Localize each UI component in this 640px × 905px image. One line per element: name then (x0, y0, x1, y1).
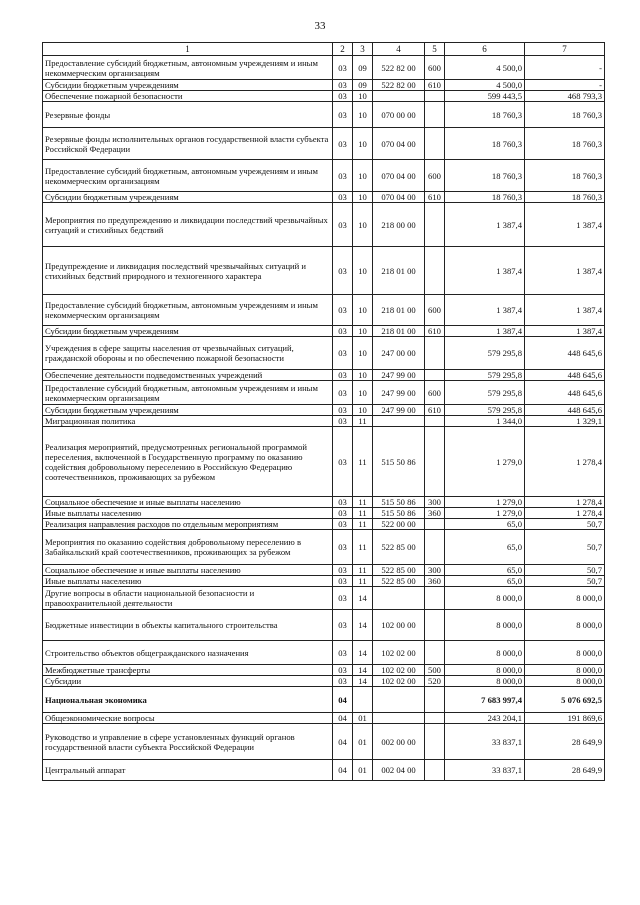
table-row (43, 576, 605, 587)
cell-v6: 8 000,0 (445, 587, 525, 610)
cell-v7: 8 000,0 (525, 641, 605, 665)
cell-typ (425, 427, 445, 497)
cell-v6: 1 387,4 (445, 326, 525, 337)
cell-tgt: 218 00 00 (373, 203, 425, 247)
cell-sec: 03 (333, 530, 353, 565)
cell-tgt: 218 01 00 (373, 295, 425, 326)
cell-tgt: 070 04 00 (373, 192, 425, 203)
cell-name: Обеспечение пожарной безопасности (43, 91, 333, 102)
cell-v6: 579 295,8 (445, 405, 525, 416)
cell-sub: 10 (353, 128, 373, 160)
cell-name: Иные выплаты населению (43, 576, 333, 587)
cell-name: Реализация направления расходов по отдельным мероприятиям (43, 519, 333, 530)
cell-name: Социальное обеспечение и иные выплаты населению (43, 565, 333, 576)
cell-tgt: 218 01 00 (373, 247, 425, 295)
cell-sub: 11 (353, 530, 373, 565)
cell-v7: - (525, 56, 605, 80)
cell-sec: 03 (333, 370, 353, 381)
cell-v7: - (525, 80, 605, 91)
column-header: 6 (445, 43, 525, 56)
cell-v6: 4 500,0 (445, 56, 525, 80)
cell-tgt (373, 416, 425, 427)
cell-name: Бюджетные инвестиции в объекты капитального строительства (43, 610, 333, 641)
table-row (43, 247, 605, 295)
cell-typ (425, 530, 445, 565)
cell-v6: 18 760,3 (445, 192, 525, 203)
cell-sub: 14 (353, 610, 373, 641)
cell-v7: 1 387,4 (525, 247, 605, 295)
cell-sec: 03 (333, 203, 353, 247)
cell-v6: 33 837,1 (445, 760, 525, 781)
cell-sec: 03 (333, 587, 353, 610)
cell-sub: 14 (353, 641, 373, 665)
cell-v6: 33 837,1 (445, 724, 525, 760)
cell-tgt: 522 85 00 (373, 576, 425, 587)
cell-v6: 1 279,0 (445, 508, 525, 519)
cell-typ: 300 (425, 565, 445, 576)
cell-sec: 03 (333, 665, 353, 676)
cell-v7: 1 387,4 (525, 203, 605, 247)
cell-typ: 610 (425, 405, 445, 416)
cell-name: Обеспечение деятельности подведомственных учреждений (43, 370, 333, 381)
cell-v6: 18 760,3 (445, 102, 525, 128)
cell-typ (425, 610, 445, 641)
cell-tgt: 102 02 00 (373, 676, 425, 687)
cell-typ: 300 (425, 497, 445, 508)
cell-tgt: 247 99 00 (373, 405, 425, 416)
cell-typ (425, 102, 445, 128)
cell-typ (425, 128, 445, 160)
table-row (43, 687, 605, 713)
cell-sec: 03 (333, 326, 353, 337)
cell-v7: 18 760,3 (525, 192, 605, 203)
cell-tgt (373, 687, 425, 713)
table-row (43, 416, 605, 427)
cell-v7: 191 869,6 (525, 713, 605, 724)
cell-name: Предоставление субсидий бюджетным, автономным учреждениям и иным некоммерческим организациям (43, 56, 333, 80)
cell-v6: 4 500,0 (445, 80, 525, 91)
cell-typ: 520 (425, 676, 445, 687)
table-row (43, 676, 605, 687)
cell-sub: 11 (353, 416, 373, 427)
cell-name: Субсидии бюджетным учреждениям (43, 192, 333, 203)
column-header: 2 (333, 43, 353, 56)
cell-tgt: 070 04 00 (373, 128, 425, 160)
cell-v6: 1 344,0 (445, 416, 525, 427)
cell-sec: 03 (333, 508, 353, 519)
cell-sub: 01 (353, 713, 373, 724)
cell-sec: 03 (333, 610, 353, 641)
cell-sec: 03 (333, 192, 353, 203)
cell-typ: 610 (425, 80, 445, 91)
cell-v7: 1 278,4 (525, 427, 605, 497)
cell-v6: 1 279,0 (445, 427, 525, 497)
cell-tgt: 247 00 00 (373, 337, 425, 370)
cell-v7: 28 649,9 (525, 724, 605, 760)
cell-typ (425, 203, 445, 247)
cell-name: Субсидии (43, 676, 333, 687)
cell-v6: 65,0 (445, 530, 525, 565)
cell-tgt: 070 00 00 (373, 102, 425, 128)
cell-v7: 1 329,1 (525, 416, 605, 427)
cell-sub: 01 (353, 724, 373, 760)
column-header: 7 (525, 43, 605, 56)
cell-tgt: 002 00 00 (373, 724, 425, 760)
table-row (43, 587, 605, 610)
cell-typ (425, 713, 445, 724)
table-row (43, 405, 605, 416)
cell-sub: 10 (353, 91, 373, 102)
cell-v6: 1 279,0 (445, 497, 525, 508)
cell-typ (425, 760, 445, 781)
cell-v7: 5 076 692,5 (525, 687, 605, 713)
table-row (43, 497, 605, 508)
cell-typ (425, 247, 445, 295)
table-row (43, 102, 605, 128)
table-row (43, 665, 605, 676)
cell-v7: 50,7 (525, 519, 605, 530)
cell-typ (425, 337, 445, 370)
cell-name: Мероприятия по оказанию содействия добровольному переселению в Забайкальский край соотечественников, проживающих за рубежом (43, 530, 333, 565)
cell-v6: 579 295,8 (445, 370, 525, 381)
cell-v7: 1 387,4 (525, 326, 605, 337)
cell-sec: 03 (333, 160, 353, 192)
cell-sec: 03 (333, 519, 353, 530)
table-row (43, 508, 605, 519)
column-header: 5 (425, 43, 445, 56)
cell-sub: 11 (353, 519, 373, 530)
cell-tgt: 102 02 00 (373, 641, 425, 665)
cell-v7: 8 000,0 (525, 587, 605, 610)
cell-typ: 600 (425, 295, 445, 326)
cell-v7: 8 000,0 (525, 676, 605, 687)
cell-typ: 600 (425, 160, 445, 192)
cell-v6: 65,0 (445, 565, 525, 576)
table-row (43, 565, 605, 576)
cell-v6: 1 387,4 (445, 295, 525, 326)
cell-v6: 65,0 (445, 576, 525, 587)
cell-sec: 04 (333, 687, 353, 713)
cell-v6: 1 387,4 (445, 247, 525, 295)
cell-typ (425, 91, 445, 102)
cell-v6: 65,0 (445, 519, 525, 530)
cell-tgt: 247 99 00 (373, 381, 425, 405)
cell-sec: 03 (333, 405, 353, 416)
table-row (43, 530, 605, 565)
table-row (43, 128, 605, 160)
cell-v6: 599 443,5 (445, 91, 525, 102)
cell-name: Предоставление субсидий бюджетным, автономным учреждениям и иным некоммерческим организациям (43, 160, 333, 192)
cell-sub: 10 (353, 381, 373, 405)
cell-sub: 09 (353, 80, 373, 91)
cell-v6: 7 683 997,4 (445, 687, 525, 713)
cell-sub: 01 (353, 760, 373, 781)
cell-tgt: 002 04 00 (373, 760, 425, 781)
cell-name: Предоставление субсидий бюджетным, автономным учреждениям и иным некоммерческим организациям (43, 295, 333, 326)
cell-v7: 468 793,3 (525, 91, 605, 102)
cell-name: Резервные фонды исполнительных органов государственной власти субъекта Российской Федерации (43, 128, 333, 160)
cell-tgt: 102 02 00 (373, 665, 425, 676)
cell-sec: 04 (333, 760, 353, 781)
cell-typ (425, 587, 445, 610)
cell-tgt: 218 01 00 (373, 326, 425, 337)
cell-sub: 11 (353, 565, 373, 576)
table-row (43, 519, 605, 530)
cell-tgt: 247 99 00 (373, 370, 425, 381)
cell-sub: 10 (353, 326, 373, 337)
column-header: 1 (43, 43, 333, 56)
table-row (43, 713, 605, 724)
table-body (43, 56, 605, 781)
cell-tgt (373, 587, 425, 610)
cell-sub: 10 (353, 370, 373, 381)
cell-v6: 18 760,3 (445, 160, 525, 192)
cell-v7: 8 000,0 (525, 610, 605, 641)
table-row (43, 326, 605, 337)
cell-v7: 50,7 (525, 530, 605, 565)
cell-sub: 10 (353, 295, 373, 326)
cell-sec: 03 (333, 381, 353, 405)
cell-name: Другие вопросы в области национальной безопасности и правоохранительной деятельности (43, 587, 333, 610)
cell-sub: 11 (353, 508, 373, 519)
cell-v7: 448 645,6 (525, 381, 605, 405)
table-row (43, 381, 605, 405)
cell-sec: 03 (333, 128, 353, 160)
cell-v6: 8 000,0 (445, 665, 525, 676)
table-row (43, 295, 605, 326)
cell-v6: 1 387,4 (445, 203, 525, 247)
cell-v7: 8 000,0 (525, 665, 605, 676)
cell-v7: 448 645,6 (525, 370, 605, 381)
cell-sec: 03 (333, 427, 353, 497)
cell-name: Иные выплаты населению (43, 508, 333, 519)
cell-name: Реализация мероприятий, предусмотренных региональной программой переселения, включенной в Государственную программу по оказанию содействия добровольному переселению в Российскую Федерацию соотечественников, проживающих за рубежом (43, 427, 333, 497)
cell-sec: 03 (333, 416, 353, 427)
cell-sec: 03 (333, 91, 353, 102)
cell-sec: 03 (333, 80, 353, 91)
cell-sub: 10 (353, 247, 373, 295)
cell-name: Учреждения в сфере защиты населения от чрезвычайных ситуаций, гражданской обороны и по обеспечению пожарной безопасности (43, 337, 333, 370)
cell-name: Предоставление субсидий бюджетным, автономным учреждениям и иным некоммерческим организациям (43, 381, 333, 405)
cell-tgt: 522 82 00 (373, 56, 425, 80)
cell-sec: 03 (333, 565, 353, 576)
cell-typ: 610 (425, 192, 445, 203)
cell-typ (425, 416, 445, 427)
cell-sec: 03 (333, 497, 353, 508)
cell-typ: 600 (425, 381, 445, 405)
cell-name: Социальное обеспечение и иные выплаты населению (43, 497, 333, 508)
table-row (43, 370, 605, 381)
table-row (43, 610, 605, 641)
cell-name: Субсидии бюджетным учреждениям (43, 80, 333, 91)
cell-sec: 03 (333, 295, 353, 326)
cell-sub: 10 (353, 337, 373, 370)
cell-tgt: 522 00 00 (373, 519, 425, 530)
cell-v7: 1 387,4 (525, 295, 605, 326)
cell-v6: 579 295,8 (445, 337, 525, 370)
cell-name: Строительство объектов общегражданского назначения (43, 641, 333, 665)
table-row (43, 56, 605, 80)
cell-name: Общеэкономические вопросы (43, 713, 333, 724)
cell-v6: 18 760,3 (445, 128, 525, 160)
cell-sub: 11 (353, 497, 373, 508)
cell-sec: 03 (333, 641, 353, 665)
table-row (43, 337, 605, 370)
cell-v7: 28 649,9 (525, 760, 605, 781)
cell-name: Межбюджетные трансферты (43, 665, 333, 676)
cell-sub (353, 687, 373, 713)
budget-table (42, 42, 605, 781)
cell-v7: 50,7 (525, 576, 605, 587)
cell-v7: 18 760,3 (525, 160, 605, 192)
cell-v7: 1 278,4 (525, 497, 605, 508)
table-row (43, 724, 605, 760)
cell-typ (425, 641, 445, 665)
table-row (43, 641, 605, 665)
cell-tgt: 522 85 00 (373, 565, 425, 576)
cell-v7: 448 645,6 (525, 337, 605, 370)
cell-tgt: 515 50 86 (373, 497, 425, 508)
cell-typ (425, 370, 445, 381)
cell-v7: 50,7 (525, 565, 605, 576)
cell-sub: 14 (353, 587, 373, 610)
cell-sub: 11 (353, 427, 373, 497)
cell-v6: 8 000,0 (445, 676, 525, 687)
cell-v6: 579 295,8 (445, 381, 525, 405)
cell-v6: 8 000,0 (445, 641, 525, 665)
cell-tgt: 522 85 00 (373, 530, 425, 565)
cell-name: Предупреждение и ликвидация последствий чрезвычайных ситуаций и стихийных бедствий природного и техногенного характера (43, 247, 333, 295)
table-row (43, 203, 605, 247)
cell-sec: 03 (333, 676, 353, 687)
cell-sub: 11 (353, 576, 373, 587)
cell-name: Миграционная политика (43, 416, 333, 427)
cell-sub: 10 (353, 405, 373, 416)
cell-sec: 04 (333, 713, 353, 724)
column-header: 3 (353, 43, 373, 56)
cell-sub: 09 (353, 56, 373, 80)
cell-sub: 10 (353, 203, 373, 247)
cell-sec: 03 (333, 576, 353, 587)
page-number: 33 (314, 20, 326, 32)
cell-v6: 243 204,1 (445, 713, 525, 724)
cell-name: Мероприятия по предупреждению и ликвидации последствий чрезвычайных ситуаций и стихийных бедствий (43, 203, 333, 247)
cell-typ (425, 687, 445, 713)
cell-typ (425, 519, 445, 530)
cell-tgt: 070 04 00 (373, 160, 425, 192)
cell-tgt: 102 00 00 (373, 610, 425, 641)
cell-sub: 14 (353, 676, 373, 687)
cell-tgt: 515 50 86 (373, 508, 425, 519)
cell-v6: 8 000,0 (445, 610, 525, 641)
table-row (43, 427, 605, 497)
cell-v7: 18 760,3 (525, 128, 605, 160)
cell-sec: 03 (333, 337, 353, 370)
cell-sec: 03 (333, 102, 353, 128)
cell-typ: 600 (425, 56, 445, 80)
cell-sub: 14 (353, 665, 373, 676)
cell-typ: 360 (425, 508, 445, 519)
cell-typ: 610 (425, 326, 445, 337)
table-row (43, 160, 605, 192)
table-row (43, 760, 605, 781)
header-row (43, 43, 605, 56)
cell-v7: 18 760,3 (525, 102, 605, 128)
table-row (43, 80, 605, 91)
cell-sec: 03 (333, 56, 353, 80)
cell-sub: 10 (353, 192, 373, 203)
cell-tgt: 515 50 86 (373, 427, 425, 497)
cell-v7: 1 278,4 (525, 508, 605, 519)
cell-name: Субсидии бюджетным учреждениям (43, 405, 333, 416)
cell-v7: 448 645,6 (525, 405, 605, 416)
cell-name: Центральный аппарат (43, 760, 333, 781)
cell-typ: 500 (425, 665, 445, 676)
cell-sub: 10 (353, 160, 373, 192)
cell-tgt (373, 91, 425, 102)
table-row (43, 192, 605, 203)
cell-tgt (373, 713, 425, 724)
cell-sub: 10 (353, 102, 373, 128)
cell-name: Национальная экономика (43, 687, 333, 713)
cell-sec: 03 (333, 247, 353, 295)
cell-name: Субсидии бюджетным учреждениям (43, 326, 333, 337)
cell-typ: 360 (425, 576, 445, 587)
column-header: 4 (373, 43, 425, 56)
cell-name: Резервные фонды (43, 102, 333, 128)
cell-name: Руководство и управление в сфере установленных функций органов государственной власти субъекта Российской Федерации (43, 724, 333, 760)
table-row (43, 91, 605, 102)
cell-sec: 04 (333, 724, 353, 760)
cell-tgt: 522 82 00 (373, 80, 425, 91)
cell-typ (425, 724, 445, 760)
